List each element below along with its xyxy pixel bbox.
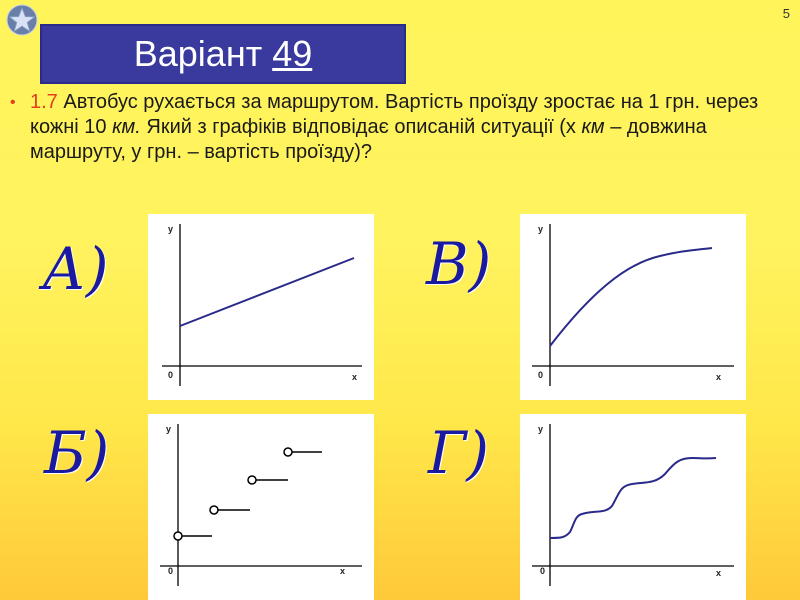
y-axis-label: y <box>538 224 544 234</box>
bullet: • <box>10 94 16 111</box>
variant-title <box>40 24 406 84</box>
graph-b <box>148 414 374 600</box>
task-body <box>30 90 770 165</box>
y-axis-label: y <box>538 424 544 434</box>
task-text <box>10 90 770 165</box>
step-segment <box>284 448 322 456</box>
option-label-b: Б) <box>44 419 110 487</box>
y-axis-label: y <box>168 224 174 234</box>
step-segment <box>174 532 212 540</box>
x-axis-label: x <box>352 372 358 382</box>
option-label-g: Г) <box>428 419 490 487</box>
task-text-3: – довжина маршруту, у грн. – вартість проїзду)? <box>30 116 707 163</box>
task-text-1: Автобус рухається за маршрутом. Вартість проїзду зростає на 1 грн. через кожні 10 <box>30 91 759 138</box>
graph-curve <box>550 458 716 538</box>
variant-title-number: 49 <box>272 33 313 74</box>
step-segment <box>210 506 250 514</box>
graph-v <box>520 214 746 400</box>
x-axis-label: x <box>716 568 722 578</box>
origin-label: 0 <box>540 566 546 576</box>
variant-title-prefix: Варіант <box>133 33 263 74</box>
option-label-a: А) <box>42 235 109 303</box>
graph-g <box>520 414 746 600</box>
step-segment <box>248 476 288 484</box>
graph-curve <box>550 248 712 346</box>
origin-label: 0 <box>168 566 174 576</box>
x-axis-label: x <box>716 372 722 382</box>
origin-label: 0 <box>538 370 544 380</box>
y-axis-label: y <box>166 424 172 434</box>
star-icon <box>6 4 38 36</box>
task-text-2: Який з графіків відповідає описаній ситуації (х <box>140 116 582 138</box>
x-axis-label: x <box>340 566 346 576</box>
page-number: 5 <box>782 6 790 21</box>
origin-label: 0 <box>168 370 174 380</box>
task-em-2: км <box>581 116 605 138</box>
task-em-1: км. <box>112 116 141 138</box>
graph-a <box>148 214 374 400</box>
option-label-v: В) <box>426 230 492 298</box>
task-number: 1.7 <box>30 91 58 113</box>
graph-curve <box>180 258 354 326</box>
